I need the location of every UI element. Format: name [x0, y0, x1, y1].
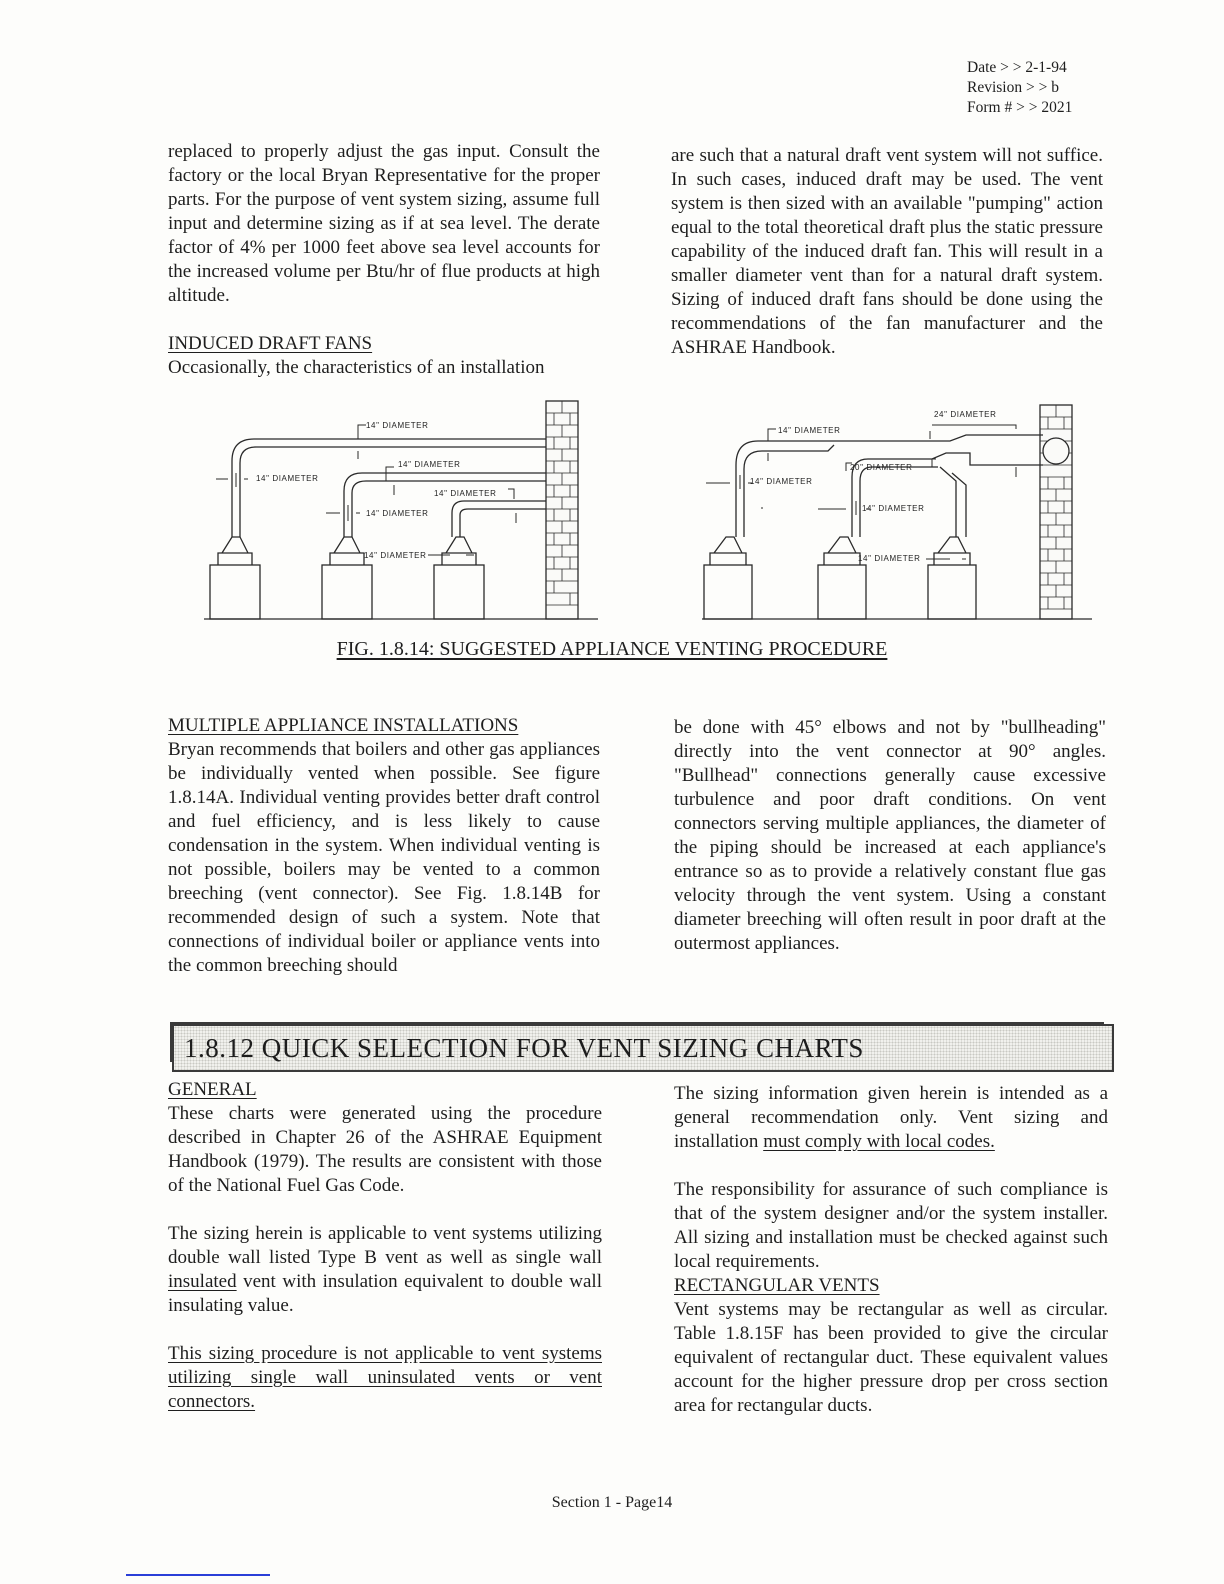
label-b2: 24" DIAMETER	[934, 410, 997, 419]
blue-rule	[126, 1574, 270, 1576]
header-revision: Revision > > b	[967, 79, 1059, 96]
multiple-appliance-paragraph: Bryan recommends that boilers and other gas appliances be individually vented when possible. See figure 1.8.14A. Individual venting provides better draft control and fuel efficiency, and is less likely to cause condensation in the system. When individual venting is not possible, boilers may be vented to a common breeching (vent connector). See Fig. 1.8.14B for recommended design of such a system. Note that connections of individual boiler or appliance vents into the common breeching should	[168, 739, 600, 976]
appliance-3	[434, 501, 546, 619]
middle-right-column	[674, 716, 1106, 956]
chimney-a	[546, 401, 578, 619]
label-a5: 14" DIAMETER	[366, 509, 429, 518]
chimney-b	[1040, 405, 1072, 619]
label-a3: 14" DIAMETER	[398, 460, 461, 469]
page-footer: Section 1 - Page14	[551, 1494, 673, 1511]
section-banner	[172, 1024, 1114, 1072]
appliance-4	[704, 537, 752, 619]
responsibility-paragraph: The responsibility for assurance of such compliance is that of the system designer and/or the system installer. All sizing and installation must be checked against such local requirements.	[674, 1179, 1108, 1272]
rectangular-vents-paragraph: Vent systems may be rectangular as well as circular. Table 1.8.15F has been provided to give the circular equivalent of rectangular duct. These equivalent values account for the higher pressure drop per cross section area for rectangular ducts.	[674, 1299, 1108, 1416]
header-form-number: Form # > > 2021	[967, 99, 1073, 116]
general-paragraph-2	[168, 1222, 602, 1318]
label-a4: 14" DIAMETER	[434, 489, 497, 498]
multiple-appliance-heading: MULTIPLE APPLIANCE INSTALLATIONS	[168, 715, 519, 736]
top-left-paragraph: replaced to properly adjust the gas input. Consult the factory or the local Bryan Representative for the proper parts. For the purpose of vent system sizing, assume full input and determine sizing as if at sea level. The derate factor of 4% per 1000 feet above sea level accounts for the increased volume per Btu/hr of flue products at high altitude.	[168, 141, 600, 306]
sizing-info-paragraph	[674, 1082, 1108, 1154]
label-b3: 20" DIAMETER	[850, 463, 913, 472]
label-a1: 14" DIAMETER	[366, 421, 429, 430]
label-b6: 14" DIAMETER	[858, 554, 921, 563]
label-b5: 14" DIAMETER	[862, 504, 925, 513]
appliance-1	[210, 439, 546, 619]
document-header	[967, 58, 1072, 118]
section-banner-title: 1.8.12 QUICK SELECTION FOR VENT SIZING CHARTS	[184, 1033, 864, 1063]
top-right-paragraph: are such that a natural draft vent system will not suffice. In such cases, induced draft may be used. The vent system is then sized with an available "pumping" action equal to the total theoretical draft plus the static pressure capability of the induced draft fan. This will result in a smaller diameter vent than for a natural draft system. Sizing of induced draft fans should be done using the recommendations of the fan manufacturer and the ASHRAE Handbook.	[671, 145, 1103, 358]
figure-b-common-breeching	[700, 395, 1100, 627]
general-paragraph-2a: The sizing herein is applicable to vent systems utilizing double wall listed Type B vent as well as single wall	[168, 1223, 602, 1268]
general-paragraph-1: These charts were generated using the procedure described in Chapter 26 of the ASHRAE Equipment Handbook (1979). The results are consistent with those of the National Fuel Gas Code.	[168, 1103, 602, 1196]
general-heading: GENERAL	[168, 1079, 257, 1100]
induced-draft-paragraph: Occasionally, the characteristics of an installation	[168, 357, 545, 378]
middle-left-column	[168, 714, 600, 978]
top-left-column	[168, 140, 600, 380]
label-a2: 14" DIAMETER	[256, 474, 319, 483]
must-comply-text: must comply with local codes.	[763, 1131, 995, 1152]
general-paragraph-2b: vent with insulation equivalent to double wall insulating value.	[168, 1271, 602, 1316]
bottom-left-column	[168, 1078, 602, 1414]
label-b4: 14" DIAMETER	[750, 477, 813, 486]
label-b1: 14" DIAMETER	[778, 426, 841, 435]
figure-caption: FIG. 1.8.14: SUGGESTED APPLIANCE VENTING PROCEDURE	[336, 638, 888, 660]
bottom-right-column	[674, 1082, 1108, 1418]
middle-right-paragraph: be done with 45° elbows and not by "bullheading" directly into the vent connector at 90° angles. "Bullhead" connections generally cause excessive turbulence and poor draft conditions. On vent connectors serving multiple appliances, the diameter of the piping should be increased at each appliance's entrance so as to provide a relatively constant flue gas velocity through the vent system. Using a constant diameter breeching will often result in poor draft at the outermost appliances.	[674, 717, 1106, 954]
label-a6: 14" DIAMETER	[364, 551, 427, 560]
appliance-5	[818, 537, 866, 619]
header-date: Date > > 2-1-94	[967, 59, 1067, 76]
figure-a-individual-venting	[198, 395, 608, 627]
induced-draft-heading: INDUCED DRAFT FANS	[168, 333, 373, 354]
sizing-info-text: The sizing information given herein is intended as a general recommendation only. Vent sizing and installation	[674, 1083, 1108, 1152]
general-paragraph-3: This sizing procedure is not applicable to vent systems utilizing single wall uninsulated vents or vent connectors.	[168, 1343, 602, 1412]
insulated-word: insulated	[168, 1271, 237, 1292]
appliance-6	[928, 537, 976, 619]
rectangular-vents-heading: RECTANGULAR VENTS	[674, 1275, 880, 1296]
top-right-column	[671, 144, 1103, 360]
